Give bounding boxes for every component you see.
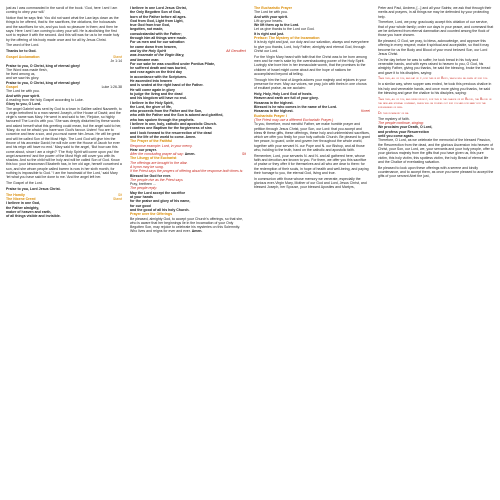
dialogue-line: And with your spirit. (254, 14, 288, 19)
acclamation-line: We proclaim your Death, O Lord, (378, 125, 433, 130)
posture-note: All Genuflect (226, 48, 246, 53)
paragraph: Therefore, Lord, we pray: graciously accept this oblation of our service, that of your whole family; order our days in your peace, and command that we be delivered from eternal damnation and counted among the flock of those you have chosen. (378, 20, 494, 38)
sanctus-line: Holy, Holy, Holy Lord God of hosts. (254, 92, 313, 97)
creed-line: I confess one Baptism for the forgiveness of sins (130, 126, 212, 131)
rubric: A hymn may be sung. (130, 164, 164, 169)
dialogue-line: Lift up your hearts. (254, 18, 283, 23)
creed-line: For our sake he was crucified under Pontius Pilate, (130, 61, 215, 66)
column-2 (130, 6, 246, 494)
paragraph: In a similar way, when supper was ended, he took this precious chalice in his holy and venerable hands, and once more giving you thanks, he said the blessing and gave the chalice to his disciples, saying: (378, 82, 492, 95)
response-line: for our good (130, 203, 151, 208)
gospel-text: The angel Gabriel was sent by God to a town in Galilee called Nazareth, to a virgin betrothed to a man named Joseph, of the House of David; and the virgin’s name was Mary. He went in and said to her, ‘Rejoice, so highly favoured! The Lord is with you.’ She was deeply disturbed by these words and asked herself what this greeting could mean, but the angel said to her, ‘Mary, do not be afraid; you have won God’s favour. Listen! You are to conceive and bear a son, and you must name him Jesus. He will be great and will be called Son of the Most High. The Lord God will give him the throne of his ancestor David; he will rule over the House of Jacob for ever and his reign will have no end.’ Mary said to the angel, ‘But how can this come about, since I am a virgin?’ ‘The Holy Spirit will come upon you’ the angel answered ‘and the power of the Most High will cover you with its shadow. And so the child will be holy and will be called Son of God. Know this too: your kinswoman Elizabeth has, in her old age, herself conceived a son, and she whom people called barren is now in her sixth month, for nothing is impossible to God.’ ‘I am the handmaid of the Lord,’ said Mary ‘let what you have said be done to me.’ And the angel left her. (6, 106, 122, 180)
posture-note: Sit (241, 152, 246, 157)
eucharistic-prayer-i-heading: Eucharistic Prayer I (254, 113, 287, 118)
creed-line: and his kingdom will have no end. (130, 96, 187, 101)
creed-line: and rose again on the third day (130, 70, 182, 75)
response: Hear our prayer. (130, 147, 157, 152)
creed-line: God from God, Light from Light, (130, 18, 184, 23)
paragraph: Remember, Lord, your servants N. and N. and all gathered here, whose faith and devotion are known to you. For them, we offer you this sacrifice of praise or they offer it for themselves and all who are dear to them: for the redemption of their souls, in hope of health and well-being, and paying their homage to you, the eternal God, living and true. (254, 153, 369, 175)
creed-line: For us men and for our salvation (130, 40, 185, 45)
paragraph: Therefore, O Lord, as we celebrate the memorial of the blessed Passion, the Resurrection from the dead, and the glorious Ascension into heaven of Christ, your Son, our Lord, we, your servants and your holy people, offer to your glorious majesty from the gifts that you have given us, this pure victim, this holy victim, this spotless victim, the holy Bread of eternal life and the Chalice of everlasting salvation. (378, 138, 494, 164)
rubric: After the concluding prayer all say: (130, 152, 184, 157)
creed-line: I believe in one Lord Jesus Christ, (130, 6, 187, 10)
prayer-of-faithful-heading: The Prayer of the Faithful (130, 139, 173, 144)
dialogue-line: The Lord be with you. (254, 10, 288, 15)
creed-line: to judge the living and the dead (130, 91, 183, 96)
column-4 (378, 6, 494, 494)
creed-line: and by the Holy Spirit (130, 48, 166, 53)
creed-line: born of the Father before all ages. (130, 14, 187, 19)
rubric: The people reply: (130, 186, 158, 191)
creed-line: maker of heaven and earth, (6, 209, 52, 214)
paragraph: Be pleased, O God, we pray, to bless, acknowledge, and approve this offering in every respect; make it spiritual and acceptable, so that it may become for us the Body and Blood of your most beloved Son, our Lord Jesus Christ. (378, 39, 490, 56)
paragraph: On the day before he was to suffer, he took bread in his holy and venerable hands, and with eyes raised to heaven to you, O God, his almighty Father, giving you thanks, he said the blessing, broke the bread and gave it to his disciples, saying: (378, 57, 491, 75)
sanctus-line: Hosanna in the highest. (254, 100, 294, 105)
dialogue-line: Pray, brethren ... (130, 182, 156, 187)
creed-line: consubstantial with the Father; (130, 31, 182, 36)
dialogue-line: Let us give thanks to the Lord our God. (254, 27, 315, 32)
creed-line: the Only Begotten Son of God, (130, 10, 181, 15)
paragraph: For the Virgin Mary heard with faith that the Christ was to be born among men and for men’s sake by the overshadowing power of the Holy Spirit. Lovingly she bore him in her immaculate womb, that the promises to the children of Israel might come about and the hope of nations be accomplished beyond all telling. (254, 54, 367, 76)
heading-text: The Homily (6, 192, 25, 197)
prayer-body: Be pleased, almighty God, to accept your Church’s offerings, so that she, who is aware that her beginnings lie in the Incarnation of your Only Begotten Son, may rejoice to celebrate his mysteries on this Solemnity. Who lives and reigns for ever and ever. (130, 216, 244, 234)
offerings-heading: Prayer over the Offerings (130, 212, 173, 217)
eucharistic-prayer-heading: The Eucharistic Prayer (254, 6, 292, 10)
paragraph: Through him the host of Angels adores your majesty and rejoices in your presence for ever. May our voices, we pray, join with theirs in one chorus of exultant praise, as we acclaim: (254, 77, 367, 91)
column-3 (254, 6, 370, 494)
rubric: The people rise as the Priest says (130, 177, 183, 182)
dialogue-line: A reading from the holy Gospel according to Luke. (6, 97, 84, 102)
rubric: If the Priest says the prayers of offering aloud the response both times is: (130, 169, 244, 174)
heading-text: Gospel (6, 85, 18, 90)
response-line: at your hands (130, 195, 153, 200)
missal-page (6, 6, 494, 494)
consecration-words: Do this in memory of me. (378, 111, 410, 116)
liturgy-eucharist-heading: The Liturgy of the Eucharist (130, 156, 177, 161)
paragraph: To you, therefore, most merciful Father, we make humble prayer and petition through Jesus Christ, your Son, our Lord: that you accept and bless ✠ these gifts, these offerings, these holy and unblemished sacrifices, which we offer you firstly for your holy catholic Church. Be pleased to grant her peace, to guard, unite and govern her throughout the whole world, together with your servant N. our Pope and N. our Bishop, and all those who, holding to the truth, hand on the catholic and apostolic faith. (254, 122, 370, 152)
response: Praise to you, Lord Jesus Christ. (6, 186, 61, 191)
sanctus-line: Hosanna in the highest. (254, 109, 294, 114)
creed-line: I believe in the Holy Spirit, (130, 100, 174, 105)
paragraph: Peter and Paul, Andrew, [...] and all your Saints; we ask that through their merits and prayers, in all things we may be defended by your protecting help. (378, 6, 492, 19)
consecration-words: Take this, all of you, and drink from it, for this is the chalice of my Blood, the Blood of the new and eternal covenant, which will be poured out for you and for many for the forgiveness of sins. (378, 96, 492, 110)
creed-line: of all things visible and invisible. (6, 214, 61, 219)
creed-line: begotten, not made, (130, 27, 164, 32)
creed-line: and the life of the world to come. Amen. (130, 134, 197, 139)
creed-line: in accordance with the Scriptures. (130, 74, 187, 79)
sanctus-line: Heaven and earth are full of your glory. (254, 96, 319, 101)
response-line: for the praise and glory of his name, (130, 199, 191, 204)
response: Blessed be God for ever. (130, 173, 172, 178)
heading-text: The Nicene Creed (6, 196, 36, 201)
paragraph: It is truly right and just, our duty and our salvation, always and everywhere to give you thanks, Lord, holy Father, almighty and eternal God, through Christ our Lord. (254, 40, 369, 53)
heading-text: Gospel Acclamation (6, 54, 40, 59)
dialogue-line: The Lord be with you. (6, 89, 40, 94)
creed-line: and became man. (130, 57, 160, 62)
dialogue-line: We lift them up to the Lord. (254, 23, 300, 28)
posture-note: Stand (112, 196, 122, 201)
creed-line: he suffered death and was buried, (130, 66, 187, 71)
creed-line: who has spoken through the prophets. (130, 117, 195, 122)
prayer-text (130, 217, 246, 234)
sanctus-line: Blessed is he who comes in the name of the Lord. (254, 105, 338, 110)
response-line: May the Lord accept the sacrifice (130, 190, 186, 195)
column-1 (6, 6, 122, 494)
creed-line: and is seated at the right hand of the Father. (130, 83, 204, 88)
rubric: Response example: Lord, in your mercy. (130, 143, 193, 148)
acclamation-line: he lived among us, (6, 72, 36, 77)
paragraph: In communion with those whose memory we venerate, especially the glorious ever-Virgin Mary, Mother of our God and Lord, Jesus Christ, and blessed Joseph, her Spouse, your blessed Apostles and Martyrs, (254, 176, 367, 190)
scripture-ref: Luke 1:26-38 (101, 85, 122, 90)
creed-line: through him all things were made. (130, 36, 187, 41)
paragraph: just as I was commanded in the scroll of the book. ‘God, here I am! I am coming to obey your will.’ (6, 6, 118, 15)
consecration-words: Take this, all of you, and eat of it, for this is my Body, which will be given up for you. (378, 76, 489, 81)
posture-note: Stand (112, 54, 122, 59)
rubric: (The Priest may use a different Eucharistic Prayer.) (254, 117, 334, 122)
response-line: and the good of all his holy Church. (130, 207, 190, 212)
rubric: The offerings are brought to the altar. (130, 160, 188, 165)
creed-line: He will come again in glory (130, 87, 175, 92)
posture-note: Sit (117, 192, 122, 197)
paragraph: Notice that he says first: You did not want what the Law lays down as the things to be offered, that is: the sacrifices, the oblations, the holocausts and the sacrifices for sin, and you took no pleasure in them; and then he says: Here I am! I am coming to obey your will. He is abolishing the first sort to replace it with the second. And this will was for us to be made holy by the offering of his body made once and for all by Jesus Christ. (6, 16, 120, 42)
creed-line: was incarnate of the Virgin Mary, (130, 53, 185, 58)
dialogue-line: Glory to you, O Lord. (6, 102, 41, 107)
dialogue-line: It is right and just. (254, 31, 285, 36)
acclamation-line: The Word was made flesh, (6, 67, 48, 72)
dialogue-line: And with your spirit. (6, 93, 40, 98)
response: Amen. (191, 229, 203, 234)
creed-line: who proceeds from the Father and the Son, (130, 109, 203, 114)
acclamation-line: until you come again. (378, 134, 414, 139)
response: Thanks be to God. (6, 49, 37, 54)
creed-line: I believe in one God, (6, 201, 41, 206)
creed-line: who with the Father and the Son is adored and glorified, (130, 113, 224, 118)
acclamation-line: Praise to you, O Christ, king of eternal glory! (6, 63, 81, 68)
creed-line: the Lord, the giver of life, (130, 104, 172, 109)
acclamation-line: Praise to you, O Christ, king of eternal glory! (6, 80, 81, 85)
acclamation-line: and we saw his glory. (6, 76, 40, 81)
paragraph: The Gospel of the Lord. (6, 181, 43, 186)
response: Amen. (184, 152, 196, 157)
acclamation-line: and profess your Resurrection (378, 129, 429, 134)
posture-note: Kneel (361, 109, 370, 114)
paragraph: The word of the Lord. (6, 43, 40, 48)
creed-line: true God from true God, (130, 23, 170, 28)
creed-line: the Father almighty, (6, 205, 39, 210)
preface-heading: Preface: The Mystery of the Incarnation (254, 36, 320, 41)
creed-line: he came down from heaven, (130, 44, 177, 49)
creed-line: I believe in one, holy, catholic and apostolic Church. (130, 122, 217, 127)
paragraph: Be pleased to look upon these offerings with a serene and kindly countenance, and to accept them, as once you were pleased to accept the gifts of your servant Abel the just, (378, 165, 494, 179)
creed-line: He ascended into heaven (130, 79, 173, 84)
creed-line: and I look forward to the resurrection of the dead (130, 130, 212, 135)
scripture-ref: Jn 1:14 (110, 59, 122, 64)
rubric: The people continue, singing: (378, 121, 424, 126)
dialogue-line: The mystery of faith. (378, 116, 410, 121)
